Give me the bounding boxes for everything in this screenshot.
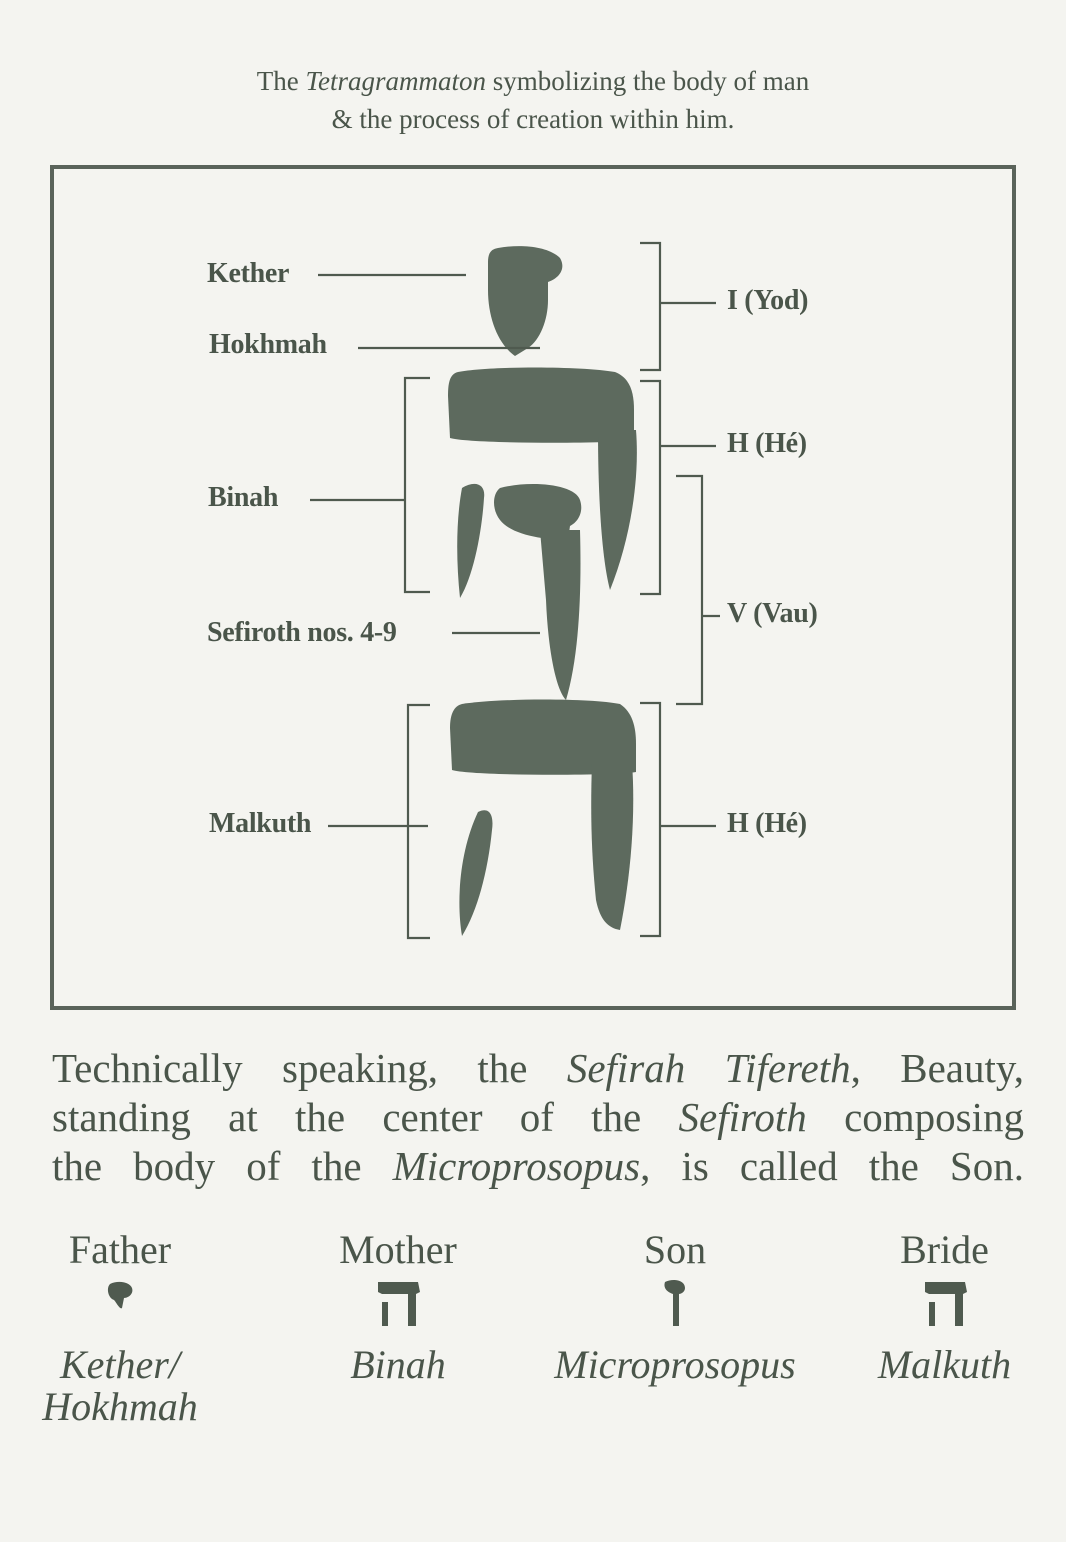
body-paragraph xyxy=(52,1044,1024,1191)
vau-stem xyxy=(540,530,580,700)
caption-italic: Tetragrammaton xyxy=(305,66,487,96)
role-label: Son xyxy=(643,1227,707,1272)
attr-label: Binah xyxy=(350,1342,446,1387)
vau-bracket xyxy=(676,476,702,704)
malkuth-bracket xyxy=(408,705,430,938)
he2-bracket xyxy=(640,703,660,936)
attr-label: Malkuth xyxy=(877,1342,1012,1387)
he-lower-left-leg xyxy=(459,810,492,936)
label-he1: H (Hé) xyxy=(727,428,807,459)
attr-label: Microprosopus xyxy=(554,1342,796,1387)
he-icon xyxy=(368,1272,428,1330)
family-father xyxy=(40,1228,200,1428)
caption-suffix: symbolizing the body of man xyxy=(486,66,810,96)
caption-line-2: & the process of creation within him. xyxy=(331,104,735,134)
family-bride xyxy=(862,1228,1027,1386)
he-icon xyxy=(915,1272,975,1330)
caption-prefix: The xyxy=(256,66,306,96)
label-sefiroth: Sefiroth nos. 4-9 xyxy=(207,617,397,648)
label-binah: Binah xyxy=(208,482,279,513)
family-mother xyxy=(318,1228,478,1386)
role-label: Mother xyxy=(339,1227,457,1272)
he1-bracket xyxy=(640,381,660,594)
role-label: Bride xyxy=(900,1227,989,1272)
label-yod: I (Yod) xyxy=(727,285,809,316)
para-line-3: the body of the Microprosopus, is called the Son. xyxy=(52,1143,1024,1189)
label-he2: H (Hé) xyxy=(727,808,807,839)
label-hokhmah: Hokhmah xyxy=(209,329,327,360)
he-lower-right-leg xyxy=(591,762,633,930)
binah-bracket xyxy=(405,378,430,592)
he-upper-left-leg xyxy=(457,484,484,598)
label-vau: V (Vau) xyxy=(727,598,818,629)
para-line-1: Technically speaking, the Sefirah Tifereth, Beauty, xyxy=(52,1045,1024,1091)
label-malkuth: Malkuth xyxy=(209,808,312,839)
family-son xyxy=(545,1228,805,1386)
attr-label: Kether/ xyxy=(60,1342,180,1387)
vau-icon xyxy=(655,1272,695,1330)
attr-label-2: Hokhmah xyxy=(42,1384,198,1429)
yod-bracket xyxy=(640,243,660,370)
label-kether: Kether xyxy=(207,258,290,289)
he-upper-right-leg xyxy=(598,430,637,590)
role-label: Father xyxy=(68,1227,172,1272)
yod-glyph xyxy=(488,246,562,356)
para-line-2: standing at the center of the Sefiroth composing xyxy=(52,1094,1024,1140)
yod-icon xyxy=(100,1272,140,1320)
